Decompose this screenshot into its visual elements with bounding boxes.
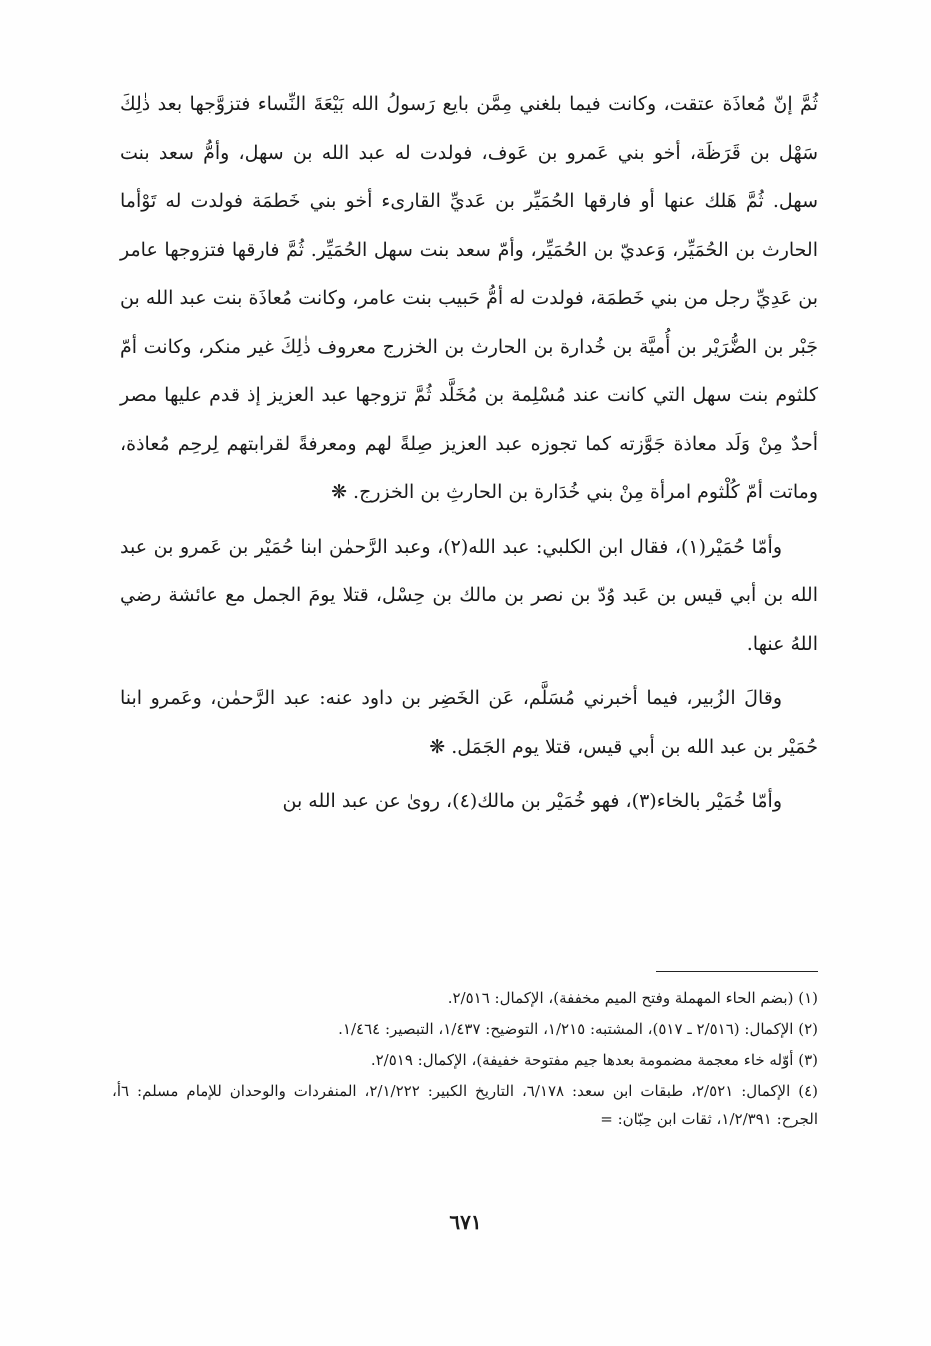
body-paragraph-3: وقالَ الزُبير، فيما أخبرني مُسَلَّم، عَن الخَضِر بن داود عنه: عبد الرَّحمٰن، وعَمرو ابنا حُمَيْر بن عبد الله بن أبي قيس، قتلا يوم الجَمَل. ❋ [120, 687, 818, 758]
body-paragraph-4: وأمّا خُمَيْر بالخاء(٣)، فهو خُمَيْر بن مالك(٤)، روىٰ عن عبد الله بن [282, 790, 782, 812]
page-number: ٦٧١ [449, 1210, 482, 1234]
body-paragraph-1: ثُمَّ إنّ مُعاذَة عتقت، وكانت فيما بلغني مِمَّن بايع رَسولُ الله بَيْعَةَ النِّساء فتزوَّجها بعد ذٰلِكَ سَهْل بن قَرَظَة، أخو بني عَمرو بن عَوف، فولدت له عبد الله بن سهل، وأمُّ سعد بنت سهل. ثُمَّ هَلك عنها أو فارقها الحُمَيِّر بن عَديِّ القارىء أخو بني خَطمَة فولدت له تَوْأما الحارث بن الحُمَيِّر، وَعديّ بن الحُمَيِّر، وأمّ سعد بنت سهل الحُمَيِّر. ثُمَّ فارقها فتزوجها عامر بن عَدِيِّ رجل من بني خَطمَة، فولدت له أمُّ حَبيب بنت عامر، وكانت مُعاذَة بنت عبد الله بن جَبْر بن الضُّرَيْر بن أُميَّة بن خُدارة بن الحارث بن الخزرج معروف ذٰلِكَ غير منكر، وكانت أمّ كلثوم بنت سهل التي كانت عند مُسْلِمة بن مُخَلَّد ثُمَّ تزوجها عبد العزيز إذ قدم عليها مصر أحدٌ مِنْ وَلَد معاذة جَوَّزته كما تجوزه عبد العزيز صِلةً لهم ومعرفةً لقرابتهم لِرحِم مُعاذة، وماتت أمّ كُلْثوم امرأة مِنْ بني خُدَارة بن الحارثِ بن الخزرج. ❋ [120, 93, 818, 503]
footnote-separator [656, 971, 818, 972]
footnote-4: (٤) الإكمال: ٢/٥٢١، طبقات ابن سعد: ٦/١٧٨، التاريخ الكبير: ٢/١/٢٢٢، المنفردات والوحدان للإمام مسلم: ٦أ، الجرح: ١/٢/٣٩١، ثقات ابن حِبّان: = [112, 1082, 819, 1128]
main-text-block [120, 80, 818, 826]
footnotes-block [112, 984, 818, 1136]
footnote-2: (٢) الإكمال: (٢/٥١٦ ـ ٥١٧)، المشتبه: ١/٢١٥، التوضيح: ١/٤٣٧، التبصير: ١/٤٦٤. [338, 1020, 818, 1038]
body-paragraph-2: وأمّا حُمَيْر(١)، فقال ابن الكلبي: عبد الله(٢)، وعبد الرَّحمٰن ابنا حُمَيْر بن عَمرو بن عبد الله بن أبي قيس بن عَبد وُدّ بن نصر بن مالك بن حِسْل، قتلا يومَ الجمل مع عائشة رضي اللهُ عنها. [120, 535, 818, 655]
footnote-3: (٣) أوّله خاء معجمة مضمومة بعدها جيم مفتوحة خفيفة)، الإكمال: ٢/٥١٩. [370, 1051, 818, 1069]
footnote-1: (١) (بضم الحاء المهملة وفتح الميم مخففة)، الإكمال: ٢/٥١٦. [447, 989, 818, 1007]
